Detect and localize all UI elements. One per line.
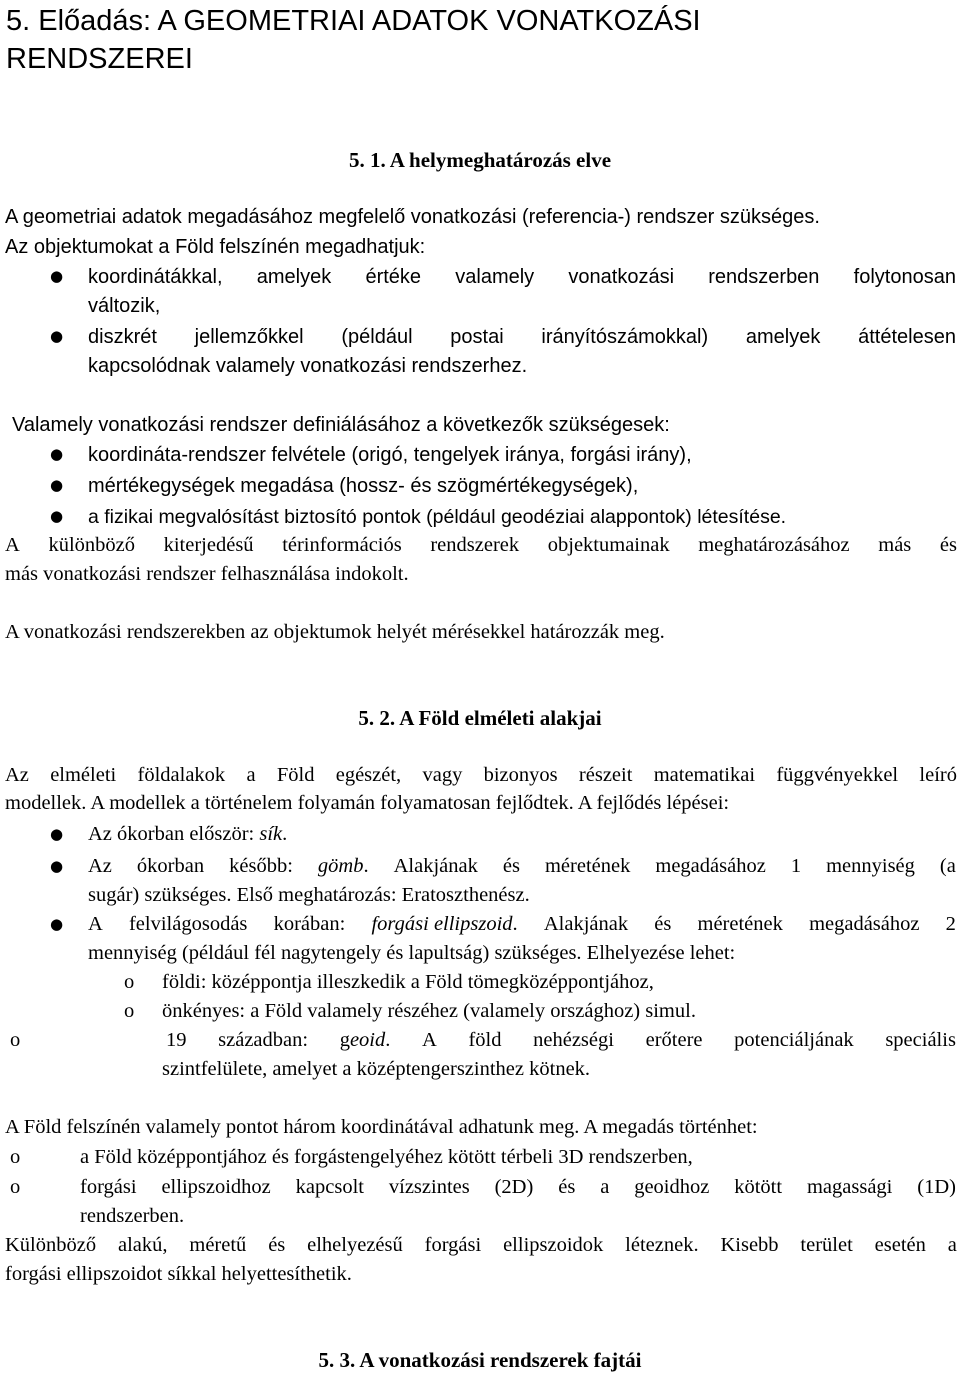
paragraph: A geometriai adatok megadásához megfelelő vonatkozási (referencia-) rendszer szükséges. xyxy=(5,206,820,228)
list-item-continuation: rendszerben. xyxy=(80,1205,185,1227)
paragraph: A vonatkozási rendszerekben az objektumok helyét mérésekkel határozzák meg. xyxy=(5,621,665,643)
list-item: forgási ellipszoidhoz kapcsolt vízszintes (2D) és a geoidhoz kötött magassági (1D) xyxy=(80,1176,956,1198)
list-item-continuation: kapcsolódnak valamely vonatkozási rendszerhez. xyxy=(88,355,528,377)
list-item-continuation: mennyiség (például fél nagytengely és lapultság) szükséges. Elhelyezése lehet: xyxy=(88,942,736,964)
circle-bullet-icon: o xyxy=(124,1000,135,1022)
section-heading-5-1: 5. 1. A helymeghatározás elve xyxy=(348,148,612,172)
list-item: a fizikai megvalósítást biztosító pontok (például geodéziai alappontok) létesítése. xyxy=(88,506,787,528)
circle-bullet-icon: o xyxy=(10,1029,21,1051)
bullet-icon: ● xyxy=(50,507,64,525)
list-item: a Föld középpontjához és forgástengelyéhez kötött térbeli 3D rendszerben, xyxy=(80,1146,693,1168)
paragraph: A Föld felszínén valamely pontot három koordinátával adhatunk meg. A megadás történhet: xyxy=(5,1116,758,1138)
bullet-icon: ● xyxy=(50,327,64,345)
list-item: diszkrét jellemzőkkel (például postai irányítószámokkal) amelyek áttételesen xyxy=(88,326,956,348)
paragraph: Valamely vonatkozási rendszer definiálásához a következők szükségesek: xyxy=(12,414,670,436)
sub-list-item: önkényes: a Föld valamely részéhez (valamely országhoz) simul. xyxy=(162,1000,696,1022)
paragraph-line: Az elméleti földalakok a Föld egészét, vagy bizonyos részeit matematikai függvényekkel leíró xyxy=(5,764,957,786)
paragraph-line: forgási ellipszoidot síkkal helyettesíthetik. xyxy=(5,1263,352,1285)
list-item: koordinátákkal, amelyek értéke valamely vonatkozási rendszerben folytonosan xyxy=(88,266,956,288)
paragraph: Az objektumokat a Föld felszínén megadhatjuk: xyxy=(5,236,426,258)
bullet-icon: ● xyxy=(50,857,64,875)
list-item: mértékegységek megadása (hossz- és szögmértékegységek), xyxy=(88,475,639,497)
circle-bullet-icon: o xyxy=(10,1176,21,1198)
list-item: A felvilágosodás korában: forgási ellipszoid. Alakjának és méretének megadásához 2 xyxy=(88,913,956,935)
bullet-icon: ● xyxy=(50,476,64,494)
paragraph-line: A különböző kiterjedésű térinformációs rendszerek objektumainak meghatározásához más és xyxy=(5,534,957,556)
bullet-icon: ● xyxy=(50,915,64,933)
bullet-icon: ● xyxy=(50,445,64,463)
section-heading-5-2: 5. 2. A Föld elméleti alakjai xyxy=(358,706,602,730)
page-title-line-1: 5. Előadás: A GEOMETRIAI ADATOK VONATKOZÁSI xyxy=(6,5,701,37)
list-item: koordináta-rendszer felvétele (origó, tengelyek iránya, forgási irány), xyxy=(88,444,692,466)
list-item: Az ókorban először: sík. xyxy=(88,823,288,845)
circle-bullet-icon: o xyxy=(10,1146,21,1168)
list-item-continuation: sugár) szükséges. Első meghatározás: Eratoszthenész. xyxy=(88,884,530,906)
bullet-icon: ● xyxy=(50,267,64,285)
paragraph-line: Különböző alakú, méretű és elhelyezésű forgási ellipszoidok léteznek. Kisebb terület esetén a xyxy=(5,1234,957,1256)
list-item-continuation: változik, xyxy=(88,295,161,317)
bullet-icon: ● xyxy=(50,825,64,843)
section-heading-5-3: 5. 3. A vonatkozási rendszerek fajtái xyxy=(318,1348,642,1372)
list-item: 19 században: geoid. A föld nehézségi erőtere potenciáljának speciális xyxy=(166,1029,956,1051)
page-title-line-2: RENDSZEREI xyxy=(6,43,193,75)
list-item: Az ókorban később: gömb. Alakjának és méretének megadásához 1 mennyiség (a xyxy=(88,855,956,877)
list-item-continuation: szintfelülete, amelyet a középtengerszinthez kötnek. xyxy=(162,1058,591,1080)
sub-list-item: földi: középpontja illeszkedik a Föld tömegközéppontjához, xyxy=(162,971,654,993)
paragraph-line: más vonatkozási rendszer felhasználása indokolt. xyxy=(5,563,409,585)
circle-bullet-icon: o xyxy=(124,971,135,993)
paragraph-line: modellek. A modellek a történelem folyamán folyamatosan fejlődtek. A fejlődés lépései: xyxy=(5,792,730,814)
